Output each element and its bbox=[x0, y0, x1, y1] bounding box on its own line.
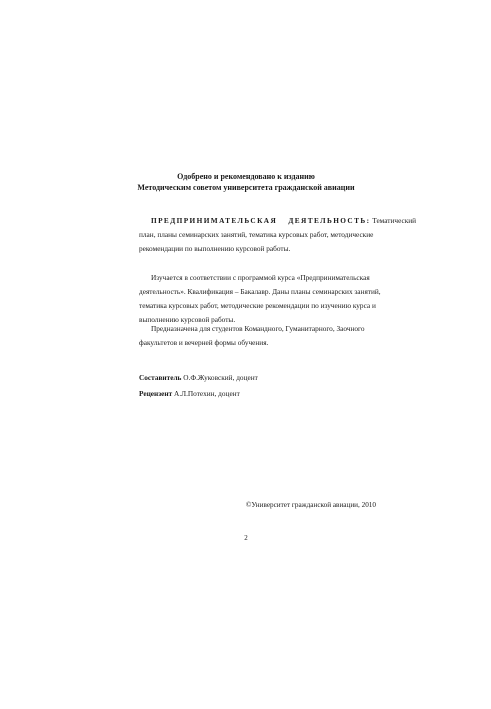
abstract-line-2: план, планы семинарских занятий, тематика курсовых работ, методические bbox=[139, 230, 374, 239]
description-line-4: выполнению курсовой работы. bbox=[139, 315, 236, 324]
abstract-title: ПРЕДПРИНИМАТЕЛЬСКАЯ ДЕЯТЕЛЬНОСТЬ: bbox=[151, 216, 371, 225]
page-number: 2 bbox=[244, 534, 248, 542]
compiler-line bbox=[139, 370, 361, 386]
description-line-3: тематика курсовых работ, методические рекомендации по изучению курса и bbox=[139, 301, 376, 310]
copyright-notice: ©Университет гражданской авиации, 2010 bbox=[245, 501, 376, 509]
abstract-line-1 bbox=[139, 214, 417, 228]
audience-paragraph bbox=[139, 322, 365, 350]
abstract bbox=[139, 214, 417, 256]
reviewer-value: А.Л.Потехин, доцент bbox=[174, 389, 240, 398]
credits bbox=[139, 370, 361, 402]
description-paragraph bbox=[139, 271, 381, 327]
audience-line-1: Предназначена для студентов Командного, Гуманитарного, Заочного bbox=[151, 324, 365, 333]
compiler-label: Составитель bbox=[139, 373, 182, 382]
abstract-line-3: рекомендации по выполнению курсовой работы. bbox=[139, 244, 291, 253]
reviewer-line bbox=[139, 386, 361, 402]
approval-note bbox=[120, 171, 372, 193]
approval-line-2: Методическим советом университета гражданской авиации bbox=[137, 183, 355, 192]
abstract-line-1-rest: Тематический bbox=[372, 216, 417, 225]
approval-line-1: Одобрено и рекомендовано к изданию bbox=[177, 172, 315, 181]
audience-line-2: факультетов и вечерней формы обучения. bbox=[139, 338, 269, 347]
compiler-value: О.Ф.Жуковский, доцент bbox=[183, 373, 258, 382]
reviewer-label: Рецензент bbox=[139, 389, 173, 398]
description-line-1: Изучается в соответствии с программой курса «Предпринимательская bbox=[151, 273, 370, 282]
description-line-2: деятельность». Квалификация – Бакалавр. Даны планы семинарских занятий, bbox=[139, 287, 381, 296]
